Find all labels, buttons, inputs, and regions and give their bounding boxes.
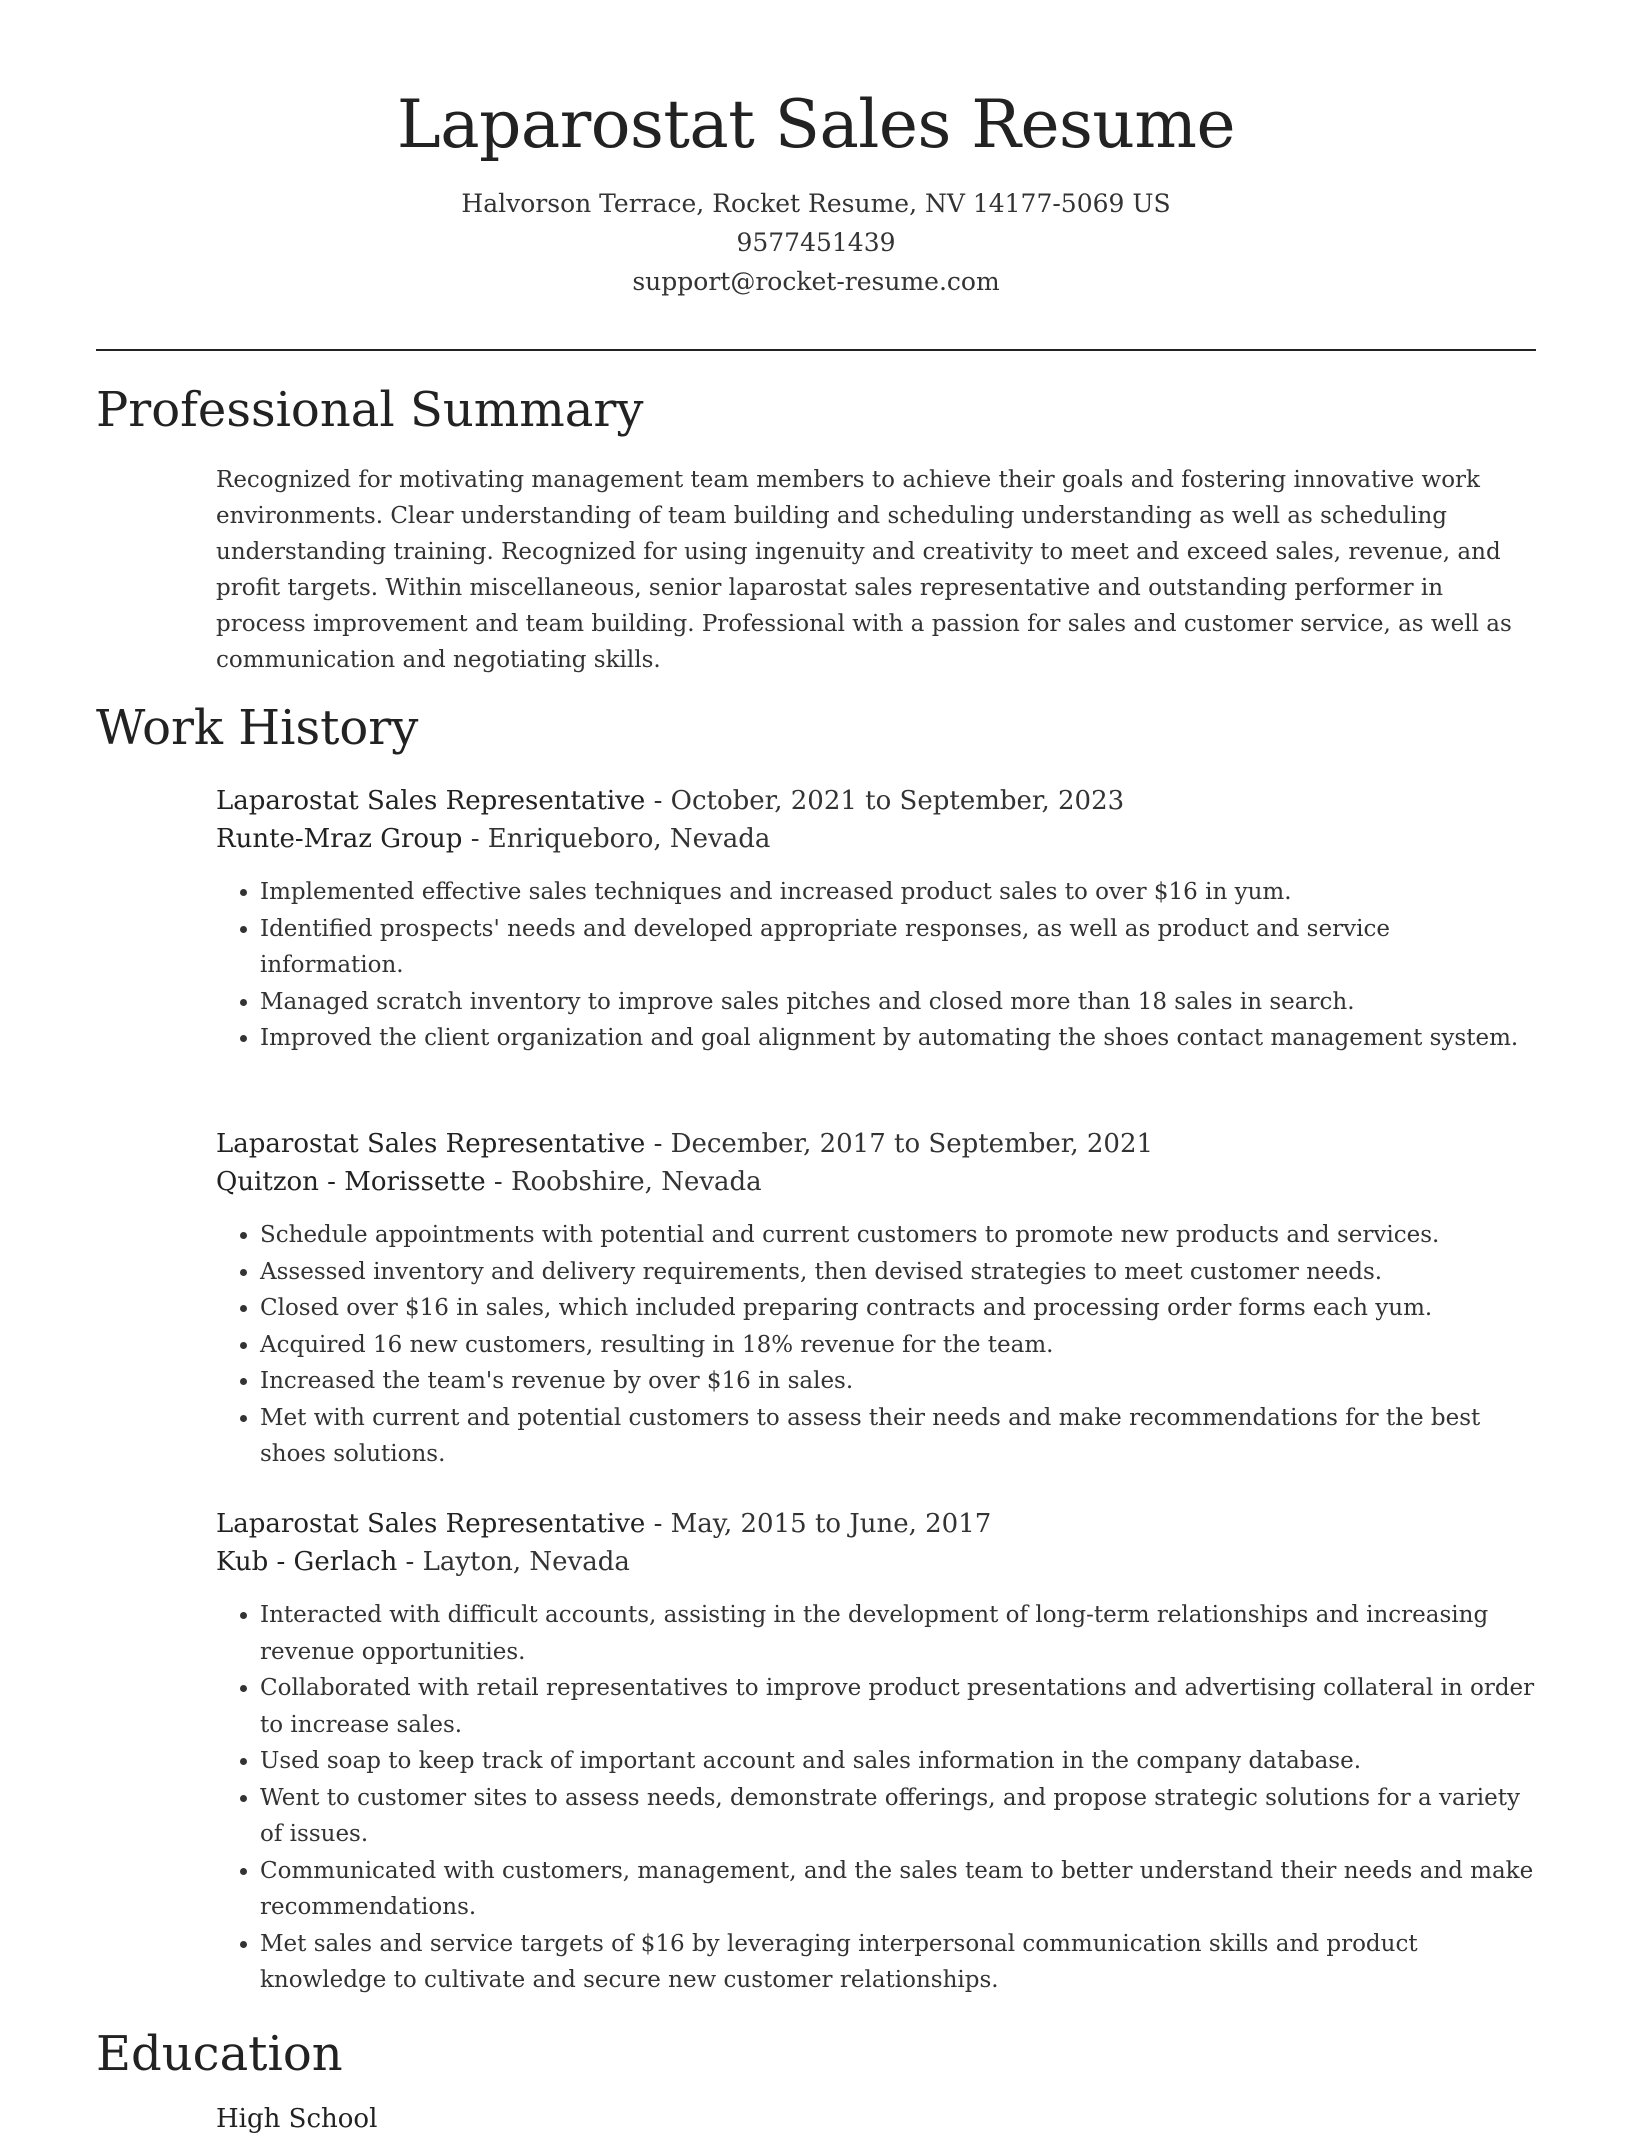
job-bullet: • Closed over $16 in sales, which included preparing contracts and processing order forms each yum. — [260, 1290, 1538, 1327]
job-bullet: • Met with current and potential customers to assess their needs and make recommendations for the best shoes solutions. — [260, 1400, 1538, 1473]
job-title: Laparostat Sales Representative — [216, 1509, 646, 1539]
job-bullet: • Schedule appointments with potential and current customers to promote new products and services. — [260, 1217, 1538, 1254]
job-location: - Roobshire, Nevada — [485, 1167, 762, 1197]
job-bullet: • Collaborated with retail representatives to improve product presentations and advertising collateral in order to increase sales. — [260, 1670, 1538, 1743]
job-company: Runte-Mraz Group — [216, 824, 463, 854]
job-dates: - May, 2015 to June, 2017 — [645, 1509, 992, 1539]
job-company: Quitzon - Morissette — [216, 1167, 486, 1197]
job-bullet-list — [216, 874, 1538, 1057]
job-entry — [216, 782, 1538, 1057]
header-divider — [96, 349, 1536, 351]
job-bullet: • Used soap to keep track of important account and sales information in the company database. — [260, 1743, 1538, 1780]
resume-title: Laparostat Sales Resume — [396, 86, 1236, 163]
job-title-line — [216, 782, 1538, 820]
job-title: Laparostat Sales Representative — [216, 786, 646, 816]
job-title-line — [216, 1505, 1538, 1543]
job-location: - Layton, Nevada — [397, 1547, 630, 1577]
summary-text: Recognized for motivating management team members to achieve their goals and fostering innovative work environments. Clear understanding of team building and scheduling understanding as well as scheduling understanding training. Recognized for using ingenuity and creativity to meet and exceed sales, revenue, and profit targets. Within miscellaneous, senior laparostat sales representative and outstanding performer in process improvement and team building. Professional with a passion for sales and customer service, as well as communication and negotiating skills. — [216, 467, 1512, 673]
job-entry — [216, 1505, 1538, 1999]
job-bullet-list — [216, 1217, 1538, 1473]
section-heading-work-history: Work History — [96, 700, 419, 756]
job-bullet: • Managed scratch inventory to improve sales pitches and closed more than 18 sales in search. — [260, 984, 1538, 1021]
job-bullet: • Communicated with customers, management, and the sales team to better understand their needs and make recommendations. — [260, 1853, 1538, 1926]
job-bullet: • Assessed inventory and delivery requirements, then devised strategies to meet customer needs. — [260, 1254, 1538, 1291]
job-title: Laparostat Sales Representative — [216, 1129, 646, 1159]
job-bullet: • Went to customer sites to assess needs, demonstrate offerings, and propose strategic solutions for a variety of issues. — [260, 1780, 1538, 1853]
job-bullet: • Met sales and service targets of $16 by leveraging interpersonal communication skills and product knowledge to cultivate and secure new customer relationships. — [260, 1926, 1538, 1999]
contact-phone: 9577451439 — [736, 228, 896, 257]
contact-email: support@rocket-resume.com — [632, 267, 1000, 296]
job-bullet: • Improved the client organization and goal alignment by automating the shoes contact management system. — [260, 1020, 1538, 1057]
job-bullet: • Identified prospects' needs and developed appropriate responses, as well as product and service information. — [260, 911, 1538, 984]
education-entry-partial: High School — [216, 2104, 378, 2134]
job-dates: - October, 2021 to September, 2023 — [645, 786, 1125, 816]
job-location: - Enriqueboro, Nevada — [462, 824, 771, 854]
job-bullet: • Acquired 16 new customers, resulting in 18% revenue for the team. — [260, 1327, 1538, 1364]
job-dates: - December, 2017 to September, 2021 — [645, 1129, 1154, 1159]
job-company: Kub - Gerlach — [216, 1547, 398, 1577]
job-company-line — [216, 1543, 1538, 1581]
job-company-line — [216, 1163, 1538, 1201]
job-bullet: • Increased the team's revenue by over $16 in sales. — [260, 1363, 1538, 1400]
job-company-line — [216, 820, 1538, 858]
job-title-line — [216, 1125, 1538, 1163]
section-heading-summary: Professional Summary — [96, 382, 644, 438]
job-bullet: • Interacted with difficult accounts, assisting in the development of long-term relationships and increasing revenue opportunities. — [260, 1597, 1538, 1670]
section-heading-education: Education — [96, 2026, 343, 2082]
job-bullet: • Implemented effective sales techniques and increased product sales to over $16 in yum. — [260, 874, 1538, 911]
resume-header — [0, 80, 1632, 301]
job-entry — [216, 1125, 1538, 1473]
contact-address: Halvorson Terrace, Rocket Resume, NV 14177-5069 US — [461, 189, 1171, 218]
job-bullet-list — [216, 1597, 1538, 1999]
